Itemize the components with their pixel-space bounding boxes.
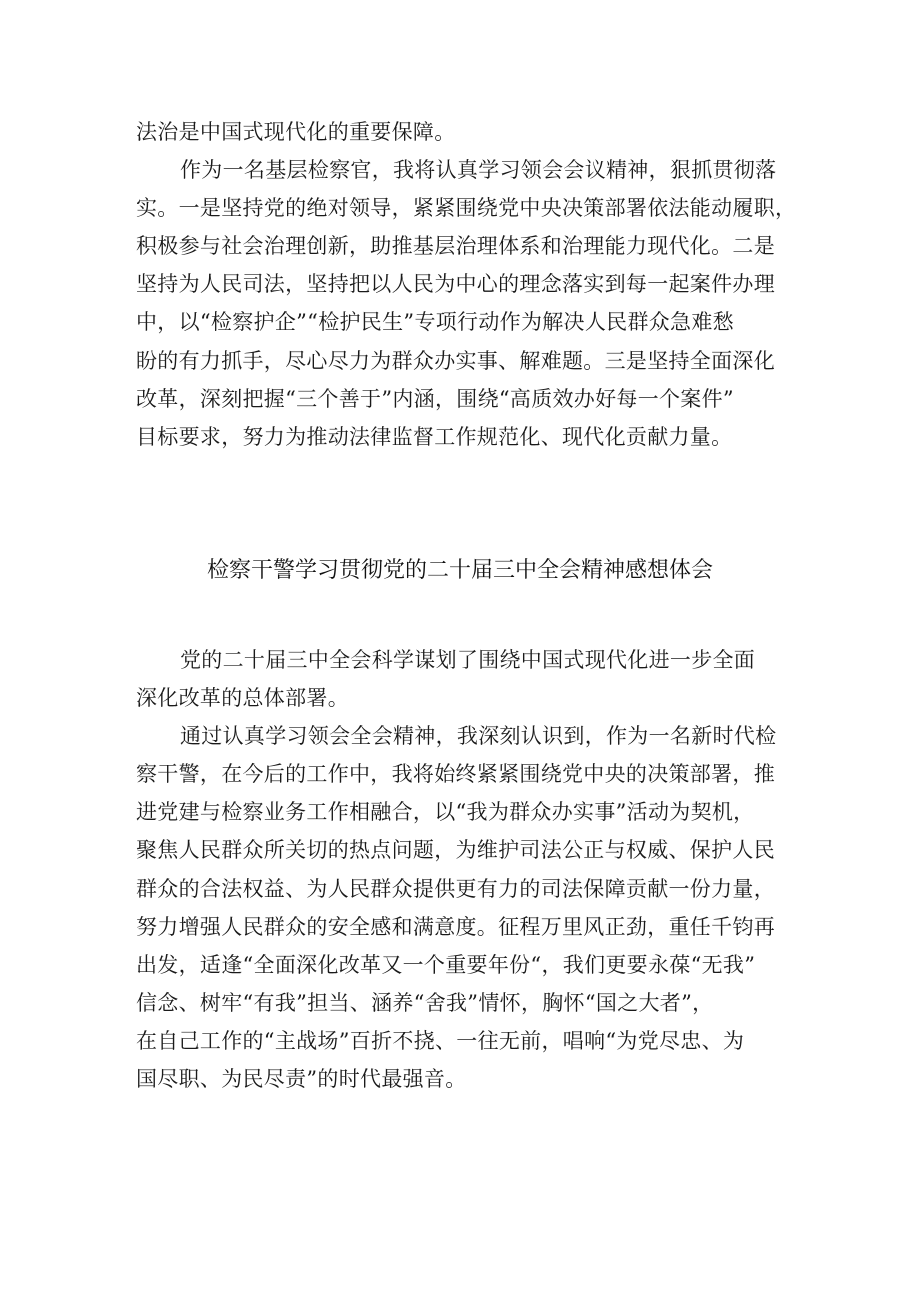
paragraph-line: 法治是中国式现代化的重要保障。: [136, 120, 456, 144]
paragraph-line: 信念、树牢“有我”担当、涵养“舍我”情怀，胸怀“国之大者”，: [136, 990, 714, 1015]
paragraph-line: 作为一名基层检察官，我将认真学习领会会议精神，狠抓贯彻落: [180, 158, 777, 183]
paragraph-line: 察干警，在今后的工作中，我将始终紧紧围绕党中央的决策部署，推: [136, 762, 775, 787]
paragraph-line: 聚焦人民群众所关切的热点问题，为维护司法公正与权威、保护人民: [136, 838, 775, 863]
paragraph-line: 出发，适逢“全面深化改革又一个重要年份“，我们更要永葆“无我”: [136, 952, 756, 977]
paragraph-line: 中，以“检察护企”“检护民生”专项行动作为解决人民群众急难愁: [136, 310, 734, 335]
paragraph-line: 积极参与社会治理创新，助推基层治理体系和治理能力现代化。二是: [136, 234, 775, 259]
paragraph-line: 国尽职、为民尽责”的时代最强音。: [136, 1067, 467, 1092]
paragraph-line: 在自己工作的“主战场”百折不挠、一往无前，唱响“为党尽忠、为: [136, 1028, 745, 1053]
paragraph-line: 努力增强人民群众的安全感和满意度。征程万里风正劲，重任千钧再: [136, 914, 775, 939]
paragraph-line: 目标要求，努力为推动法律监督工作规范化、现代化贡献力量。: [136, 424, 733, 449]
paragraph-line: 群众的合法权益、为人民群众提供更有力的司法保障贡献一份力量，: [136, 876, 775, 901]
paragraph-line: 实。一是坚持党的绝对领导，紧紧围绕党中央决策部署依法能动履职，: [136, 196, 797, 221]
paragraph-line: 改革，深刻把握“三个善于”内涵，围绕“高质效办好每一个案件”: [136, 386, 734, 411]
section-previous-text: [136, 113, 796, 456]
paragraph-line: 坚持为人民司法，坚持把以人民为中心的理念落实到每一起案件办理: [136, 272, 775, 297]
article-title: 检察干警学习贯彻党的二十届三中全会精神感想体会: [206, 558, 713, 583]
paragraph-line: 深化改革的总体部署。: [136, 686, 349, 711]
paragraph-line: 盼的有力抓手，尽心尽力为群众办实事、解难题。三是坚持全面深化: [136, 348, 775, 373]
article-body: [136, 641, 796, 1098]
paragraph-line: 通过认真学习领会全会精神，我深刻认识到，作为一名新时代检: [180, 724, 777, 749]
paragraph-line: 党的二十届三中全会科学谋划了围绕中国式现代化进一步全面: [180, 648, 756, 672]
paragraph-line: 进党建与检察业务工作相融合，以“我为群众办实事”活动为契机，: [136, 800, 755, 825]
